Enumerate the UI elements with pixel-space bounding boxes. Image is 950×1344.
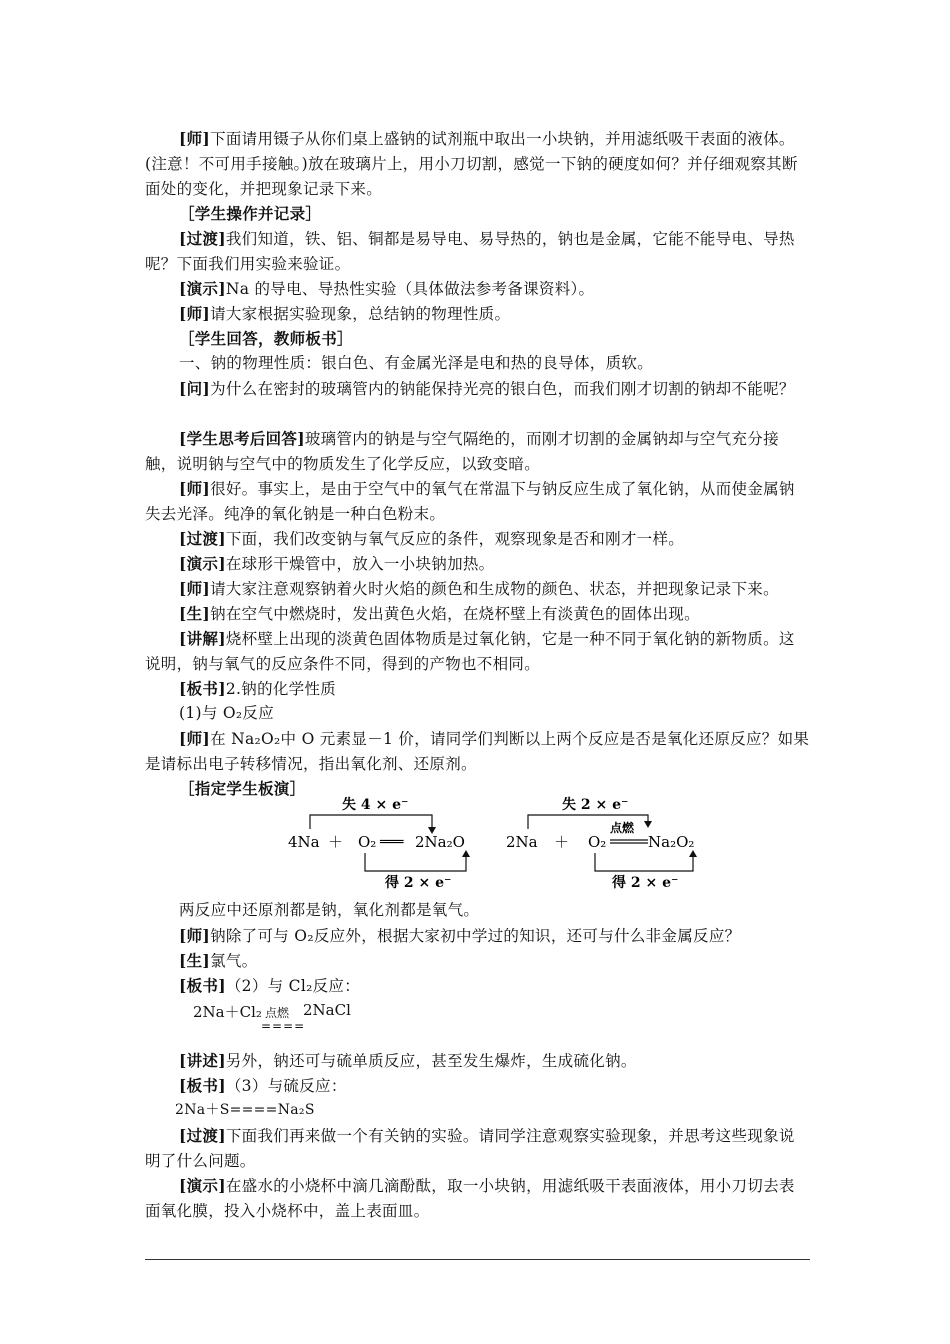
eq2-lose-arrowhead: [644, 821, 652, 828]
eq1-lose-bracket: [310, 815, 432, 831]
paragraph-transition: [145, 226, 810, 277]
tag-label: [讲解]: [179, 629, 226, 648]
paragraph-text: 氯气。: [210, 952, 258, 970]
eq2-cond: 点燃: [610, 821, 635, 835]
paragraph-text: 钠除了可与 O₂反应外，根据大家初中学过的知识，还可与什么非金属反应？: [210, 927, 741, 945]
eq1-sign: ═══: [380, 835, 404, 850]
electron-transfer-diagram: [270, 795, 720, 895]
paragraph-transition: [145, 1123, 810, 1174]
paragraph-text: 在球形干燥管中，放入一小块钠加热。: [225, 555, 495, 573]
paragraph-question: [145, 376, 810, 402]
cl2-eq-product: 2NaCl: [303, 1001, 351, 1019]
paragraph-text: 玻璃管内的钠是与空气隔绝的，而刚才切割的金属钠却与空气充分接触，说明钠与空气中的物质发生了化学反应，以致变暗。: [145, 430, 779, 473]
paragraph-board: [145, 973, 810, 999]
tag-label: [师]: [179, 926, 211, 945]
paragraph-board: [145, 1073, 810, 1099]
tag-label: [过渡]: [179, 529, 226, 548]
eq1-gain-bracket: [365, 853, 466, 871]
tag-label: [师]: [179, 304, 211, 323]
paragraph-text: 为什么在密封的玻璃管内的钠能保持光亮的银白色，而我们刚才切割的钠却不能呢？: [210, 380, 795, 398]
paragraph-text: 下面，我们改变钠与氧气反应的条件，观察现象是否和刚才一样。: [225, 530, 685, 548]
paragraph-text: Na 的导电、导热性实验（具体做法参考备课资料）。: [225, 280, 595, 298]
eq1-o2: O₂: [358, 833, 377, 851]
tag-label: [演示]: [179, 1176, 226, 1195]
sub-heading-o2: (1)与 O₂反应: [179, 704, 275, 722]
paragraph-demo: [145, 1173, 810, 1224]
cl2-equation: [193, 1001, 393, 1041]
tag-label: [师]: [179, 729, 211, 748]
tag-label: [过渡]: [179, 229, 226, 248]
eq2-product: Na₂O₂: [648, 833, 695, 851]
paragraph-transition: [145, 526, 810, 552]
eq2-plus: ＋: [554, 833, 570, 851]
cl2-eq-sign: ====: [261, 1019, 306, 1033]
eq2-left: 2Na: [506, 833, 538, 851]
paragraph-demo: [145, 551, 810, 577]
tag-label: [板书]: [179, 976, 226, 995]
tag-label: [师]: [179, 129, 211, 148]
eq1-gain-label: 得 2 × e⁻: [385, 875, 452, 891]
eq2-gain-label: 得 2 × e⁻: [612, 875, 679, 891]
eq1-gain-arrowhead: [462, 850, 470, 857]
paragraph-teacher: [145, 476, 810, 527]
paragraph-student: [145, 601, 810, 627]
paragraph-text: 2.钠的化学性质: [225, 680, 337, 698]
eq1-left: 4Na: [288, 833, 320, 851]
paragraph-explain: [145, 626, 810, 677]
paragraph-text: 烧杯壁上出现的淡黄色固体物质是过氧化钠，它是一种不同于氧化钠的新物质。这说明，钠与氧气的反应条件不同，得到的产物也不相同。: [145, 630, 795, 673]
paragraph-student-answer: [145, 426, 810, 477]
tag-label: [学生思考后回答]: [179, 429, 305, 448]
paragraph-text: 钠在空气中燃烧时，发出黄色火焰，在烧杯壁上有淡黄色的固体出现。: [210, 605, 700, 623]
paragraph-text: 很好。事实上，是由于空气中的氧气在常温下与钠反应生成了氧化钠，从而使金属钠失去光泽。纯净的氧化钠是一种白色粉末。: [145, 480, 795, 523]
paragraph-demo: [145, 276, 810, 302]
sulfur-equation: 2Na＋S====Na₂S: [175, 1102, 315, 1118]
eq2-lose-label: 失 2 × e⁻: [562, 797, 629, 813]
tag-label: [生]: [179, 604, 211, 623]
eq1-product: 2Na₂O: [415, 833, 465, 851]
section-heading: ［学生操作并记录］: [179, 204, 322, 223]
eq2-gain-bracket: [595, 853, 693, 871]
paragraph-text: 请大家注意观察钠着火时火焰的颜色和生成物的颜色、状态，并把现象记录下来。: [210, 580, 779, 598]
section-heading: ［指定学生板演］: [179, 779, 306, 798]
paragraph-1: [145, 126, 810, 202]
paragraph-teacher: [145, 726, 810, 777]
paragraph-text: （3）与硫反应：: [225, 1077, 347, 1095]
tag-label: [讲述]: [179, 1051, 226, 1070]
paragraph-teacher: [145, 923, 810, 949]
paragraph-teacher: [145, 301, 810, 327]
eq1-plus: ＋: [328, 833, 344, 851]
paragraph-text: 下面我们再来做一个有关钠的实验。请同学注意观察实验现象，并思考这些现象说明了什么问题。: [145, 1127, 795, 1170]
tag-label: [师]: [179, 479, 211, 498]
paragraph-text: 下面请用镊子从你们桌上盛钠的试剂瓶中取出一小块钠，并用滤纸吸干表面的液体。(注意！不可用手接触。)放在玻璃片上，用小刀切割，感觉一下钠的硬度如何？并仔细观察其断面处的变化，并把现象记录下来。: [145, 130, 798, 198]
tag-label: [板书]: [179, 1076, 226, 1095]
paragraph-student: [145, 948, 810, 974]
tag-label: [演示]: [179, 554, 226, 573]
eq2-o2: O₂: [588, 833, 607, 851]
tag-label: [板书]: [179, 679, 226, 698]
paragraph-narrate: [145, 1048, 810, 1074]
tag-label: [生]: [179, 951, 211, 970]
paragraph-text: 我们知道，铁、铝、铜都是易导电、易导热的，钠也是金属，它能不能导电、导热呢？下面我们用实验来验证。: [145, 230, 795, 273]
physical-properties: 一、钠的物理性质：银白色、有金属光泽是电和热的良导体，质软。: [179, 354, 654, 372]
paragraph-text: 另外，钠还可与硫单质反应，甚至发生爆炸，生成硫化钠。: [225, 1052, 637, 1070]
footer-divider: [145, 1259, 810, 1260]
eq2-gain-arrowhead: [689, 850, 697, 857]
section-heading: ［学生回答，教师板书］: [179, 329, 353, 348]
eq1-lose-label: 失 4 × e⁻: [342, 797, 409, 813]
paragraph-teacher: [145, 576, 810, 602]
paragraph-board: [145, 676, 810, 702]
tag-label: [过渡]: [179, 1126, 226, 1145]
paragraph-text: （2）与 Cl₂反应：: [225, 977, 360, 995]
tag-label: [问]: [179, 379, 211, 398]
paragraph-text: 在 Na₂O₂中 O 元素显－1 价，请同学们判断以上两个反应是否是氧化还原反应？如果是请标出电子转移情况，指出氧化剂、还原剂。: [145, 730, 810, 773]
paragraph-text: 请大家根据实验现象，总结钠的物理性质。: [210, 305, 511, 323]
cl2-eq-left: 2Na＋Cl₂: [193, 1003, 262, 1021]
reducing-agent-note: 两反应中还原剂都是钠，氧化剂都是氧气。: [179, 901, 480, 919]
tag-label: [师]: [179, 579, 211, 598]
paragraph-text: 在盛水的小烧杯中滴几滴酚酞，取一小块钠，用滤纸吸干表面液体，用小刀切去表面氧化膜，投入小烧杯中，盖上表面皿。: [145, 1177, 795, 1220]
tag-label: [演示]: [179, 279, 226, 298]
cl2-eq-cond: 点燃: [265, 1006, 290, 1020]
